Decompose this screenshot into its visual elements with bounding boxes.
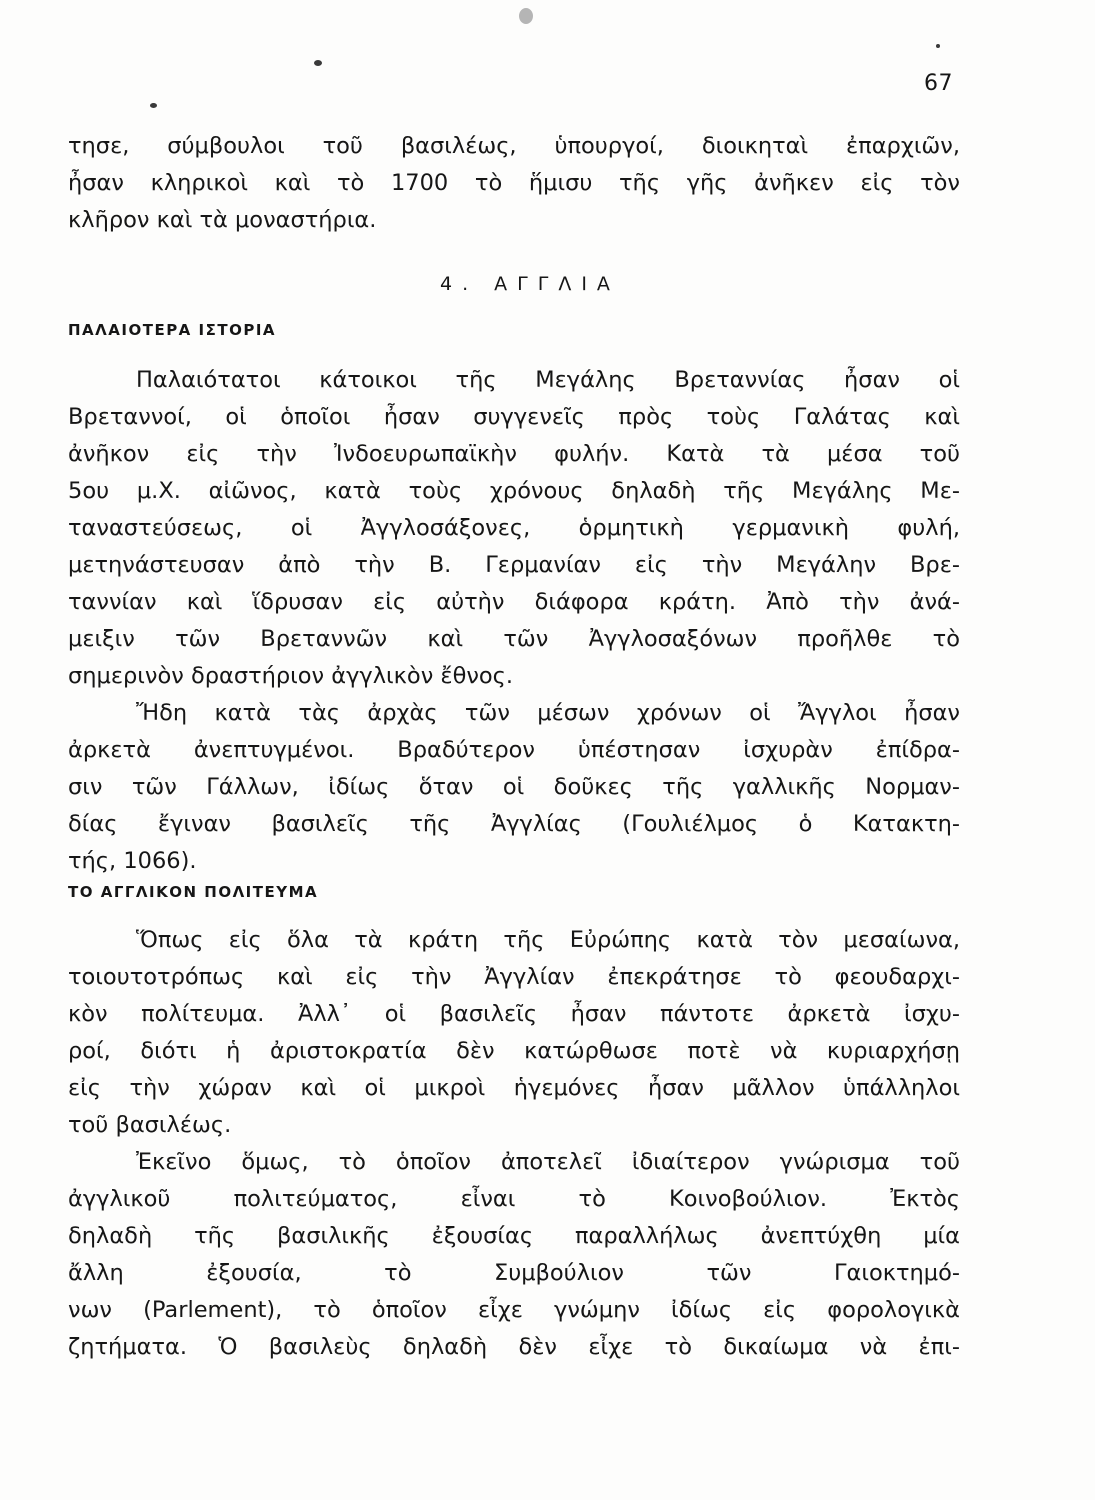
ink-speck [936, 44, 940, 48]
paragraph-early-inhabitants [68, 362, 960, 695]
text-line: ἀγγλικοῦ πολιτεύματος, εἶναι τὸ Κοινοβούλιον. Ἐκτὸς [68, 1186, 960, 1212]
text-line: κὸν πολίτευμα. Ἀλλ᾽ οἱ βασιλεῖς ἦσαν πάντοτε ἀρκετὰ ἰσχυ- [68, 1001, 960, 1027]
paper-blemish [519, 8, 533, 24]
text-line: δηλαδὴ τῆς βασιλικῆς ἐξουσίας παραλλήλως ἀνεπτύχθη μία [68, 1223, 960, 1249]
text-line: ζητήματα. Ὁ βασιλεὺς δηλαδὴ δὲν εἶχε τὸ δικαίωμα νὰ ἐπι- [68, 1334, 960, 1360]
text-line: σημερινὸν δραστήριον ἀγγλικὸν ἔθνος. [68, 663, 514, 689]
paragraph-parliament [68, 1144, 960, 1366]
text-line: κλῆρον καὶ τὰ μοναστήρια. [68, 207, 377, 233]
text-line: Ἐκεῖνο ὅμως, τὸ ὁποῖον ἀποτελεῖ ἰδιαίτερον γνώρισμα τοῦ [136, 1149, 960, 1175]
text-line: ἀρκετὰ ἀνεπτυγμένοι. Βραδύτερον ὑπέστησαν ἰσχυρὰν ἐπίδρα- [68, 737, 960, 763]
ink-speck [314, 60, 322, 66]
text-line: Ὅπως εἰς ὅλα τὰ κράτη τῆς Εὐρώπης κατὰ τὸν μεσαίωνα, [136, 927, 960, 953]
text-line: ἀνῆκον εἰς τὴν Ἰνδοευρωπαϊκὴν φυλήν. Κατὰ τὰ μέσα τοῦ [68, 441, 960, 467]
text-line: ταναστεύσεως, οἱ Ἀγγλοσάξονες, ὁρμητικὴ γερμανικὴ φυλή, [68, 515, 960, 541]
text-line: ἦσαν κληρικοὶ καὶ τὸ 1700 τὸ ἥμισυ τῆς γῆς ἀνῆκεν εἰς τὸν [68, 170, 960, 196]
text-line: Παλαιότατοι κάτοικοι τῆς Μεγάλης Βρεταννίας ἦσαν οἱ [136, 367, 960, 393]
paragraph-middle-ages [68, 695, 960, 880]
text-line: τοῦ βασιλέως. [68, 1112, 232, 1138]
ink-speck [150, 103, 157, 108]
text-line: τής, 1066). [68, 848, 197, 874]
text-line: ταννίαν καὶ ἵδρυσαν εἰς αὐτὴν διάφορα κράτη. Ἀπὸ τὴν ἀνά- [68, 589, 960, 615]
text-line: μετηνάστευσαν ἀπὸ τὴν Β. Γερμανίαν εἰς τὴν Μεγάλην Βρε- [68, 552, 960, 578]
text-line: μειξιν τῶν Βρεταννῶν καὶ τῶν Ἀγγλοσαξόνων προῆλθε τὸ [68, 626, 960, 652]
text-line: εἰς τὴν χώραν καὶ οἱ μικροὶ ἡγεμόνες ἦσαν μᾶλλον ὑπάλληλοι [68, 1075, 960, 1101]
text-line: Ἤδη κατὰ τὰς ἀρχὰς τῶν μέσων χρόνων οἱ Ἄγγλοι ἦσαν [136, 700, 960, 726]
text-line: 5ου μ.Χ. αἰῶνος, κατὰ τοὺς χρόνους δηλαδὴ τῆς Μεγάλης Με- [68, 478, 960, 504]
continuation-text [68, 128, 960, 239]
text-line: νων (Parlement), τὸ ὁποῖον εἶχε γνώμην ἰδίως εἰς φορολογικὰ [68, 1297, 960, 1323]
text-line: σιν τῶν Γάλλων, ἰδίως ὅταν οἱ δοῦκες τῆς γαλλικῆς Νορμαν- [68, 774, 960, 800]
text-line: ροί, διότι ἡ ἀριστοκρατία δὲν κατώρθωσε ποτὲ νὰ κυριαρχήσῃ [68, 1038, 960, 1064]
text-line: Βρεταννοί, οἱ ὁποῖοι ἦσαν συγγενεῖς πρὸς τοὺς Γαλάτας καὶ [68, 404, 960, 430]
section-heading-english-polity: ΤΟ ΑΓΓΛΙΚΟΝ ΠΟΛΙΤΕΥΜΑ [68, 883, 319, 901]
chapter-title: 4. ΑΓΓΛΙΑ [440, 273, 620, 295]
text-line: τησε, σύμβουλοι τοῦ βασιλέως, ὑπουργοί, διοικηταὶ ἐπαρχιῶν, [68, 133, 960, 159]
text-line: δίας ἔγιναν βασιλεῖς τῆς Ἀγγλίας (Γουλιέλμος ὁ Κατακτη- [68, 811, 960, 837]
section-heading-earlier-history: ΠΑΛΑΙΟΤΕΡΑ ΙΣΤΟΡΙΑ [68, 321, 277, 339]
paragraph-feudal-system [68, 922, 960, 1144]
text-line: τοιουτοτρόπως καὶ εἰς τὴν Ἀγγλίαν ἐπεκράτησε τὸ φεουδαρχι- [68, 964, 960, 990]
page-number: 67 [924, 71, 953, 96]
text-line: ἄλλη ἐξουσία, τὸ Συμβούλιον τῶν Γαιοκτημό- [68, 1260, 960, 1286]
